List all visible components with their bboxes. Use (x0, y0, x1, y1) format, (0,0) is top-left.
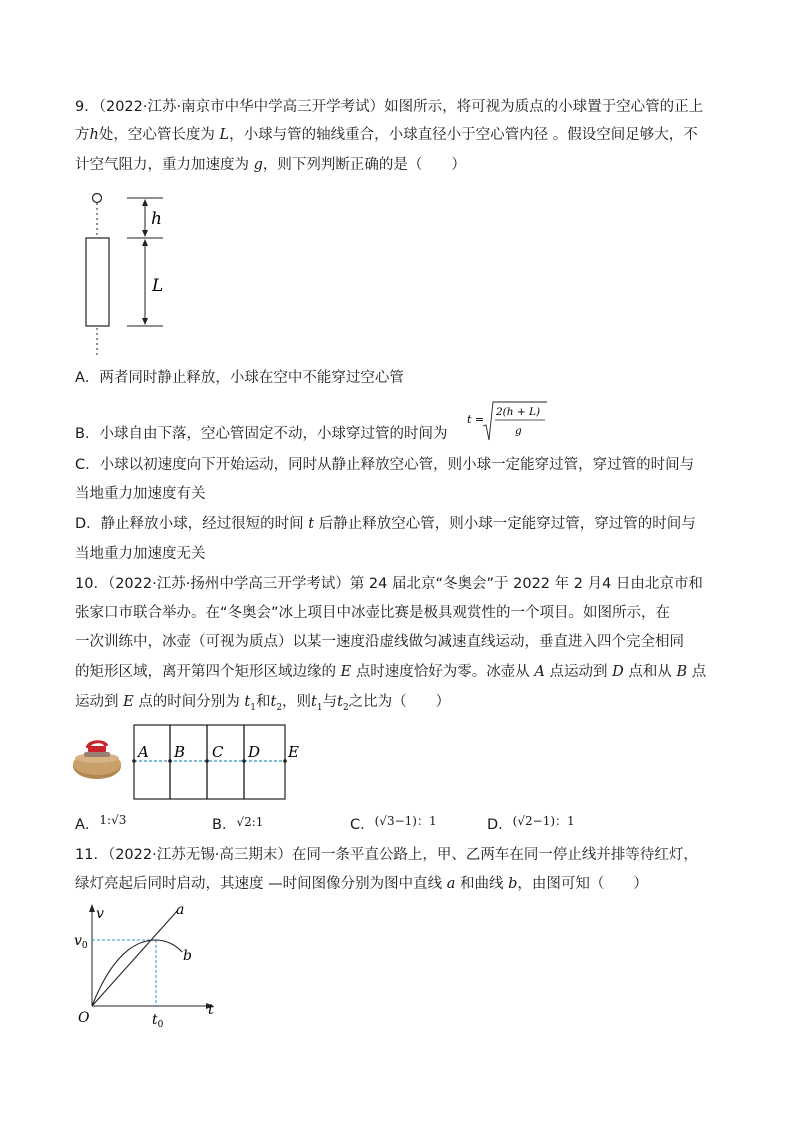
q10-stem-line4: 的矩形区域，离开第四个矩形区域边缘的 E 点时速度恰好为零。冰壶从 A 点运动到 D 点和从 B 点 (75, 664, 707, 680)
q10-option-a: A．$^{1:√3}$ (75, 813, 127, 833)
label-h: h (151, 209, 162, 229)
axis-label-t: t (208, 1002, 214, 1018)
label-E: E (288, 743, 299, 761)
q9-stem-line1: 9．（2022·江苏·南京市中华中学高三开学考试）如图所示，将可视为质点的小球置于空心管的正上 (75, 99, 704, 115)
q9-option-b: B．小球自由下落，空心管固定不动，小球穿过管的时间为 (75, 426, 448, 442)
label-C: C (212, 743, 224, 761)
q9-stem-line3: 计空气阻力，重力加速度为 g，则下列判断正确的是（ ） (75, 157, 466, 173)
line-a (92, 910, 178, 1006)
label-L: L (152, 276, 164, 296)
label-D: D (248, 743, 261, 761)
q10-stem-line1: 10．（2022·江苏·扬州中学高三开学考试）第 24 届北京“冬奥会”于 2022 年 2 月4 日由北京市和 (75, 576, 703, 592)
q11-vt-graph (70, 898, 230, 1030)
ball-icon (93, 194, 102, 203)
q10-stem-line2: 张家口市联合举办。在“冬奥会”冰上项目中冰壶比赛是极具观赏性的一个项目。如图所示，在 (75, 605, 671, 621)
hollow-tube (86, 238, 109, 326)
axis-label-v: v (96, 906, 104, 922)
q9-option-b-formula (465, 400, 550, 442)
svg-text:t =: t = (467, 413, 485, 426)
curve-b (92, 940, 182, 1006)
label-t0: $t_0$ (152, 1012, 164, 1030)
label-v0: $v_0$ (74, 933, 88, 951)
q9-option-d-line1: D．静止释放小球，经过很短的时间 t 后静止释放空心管，则小球一定能穿过管，穿过管的时间与 (75, 516, 696, 532)
q10-option-b: B．$^{√2:1}$ (212, 815, 264, 833)
q11-stem-line1: 11．（2022·江苏无锡·高三期末）在同一条平直公路上，甲、乙两车在同一停止线并排等待红灯， (75, 847, 698, 863)
svg-text:2(h + L): 2(h + L) (496, 406, 541, 418)
label-A: A (138, 743, 149, 761)
q9-option-a: A．两者同时静止释放，小球在空中不能穿过空心管 (75, 370, 404, 386)
label-b: b (183, 948, 192, 964)
label-a: a (176, 902, 185, 918)
q10-stem-line5: 运动到 E 点的时间分别为 $t_1$和$t_2$，则$t_1$与$t_2$之比为（ ） (75, 694, 451, 713)
q9-option-d-line2: 当地重力加速度无关 (75, 546, 206, 562)
q9-figure (75, 188, 185, 360)
q9-stem-line2: 方h处，空心管长度为 L，小球与管的轴线重合，小球直径小于空心管内径 。假设空间足够大，不 (75, 127, 698, 143)
q10-option-c: C．$^{(√3-1):1}$ (350, 814, 437, 833)
svg-text:g: g (515, 425, 522, 437)
q9-option-c-line1: C．小球以初速度向下开始运动，同时从静止释放空心管，则小球一定能穿过管，穿过管的时间与 (75, 457, 695, 473)
q10-figure (70, 722, 310, 802)
label-origin: O (78, 1010, 90, 1026)
label-B: B (174, 743, 186, 761)
q11-stem-line2: 绿灯亮起后同时启动，其速度 —时间图像分别为图中直线 a 和曲线 b，由图可知（ ） (75, 876, 648, 892)
q10-option-d: D．$^{(√2-1):1}$ (487, 814, 575, 833)
curling-stone-icon (73, 740, 121, 779)
q9-option-c-line2: 当地重力加速度有关 (75, 486, 206, 502)
q10-stem-line3: 一次训练中，冰壶（可视为质点）以某一速度沿虚线做匀减速直线运动，垂直进入四个完全相同 (75, 634, 684, 650)
